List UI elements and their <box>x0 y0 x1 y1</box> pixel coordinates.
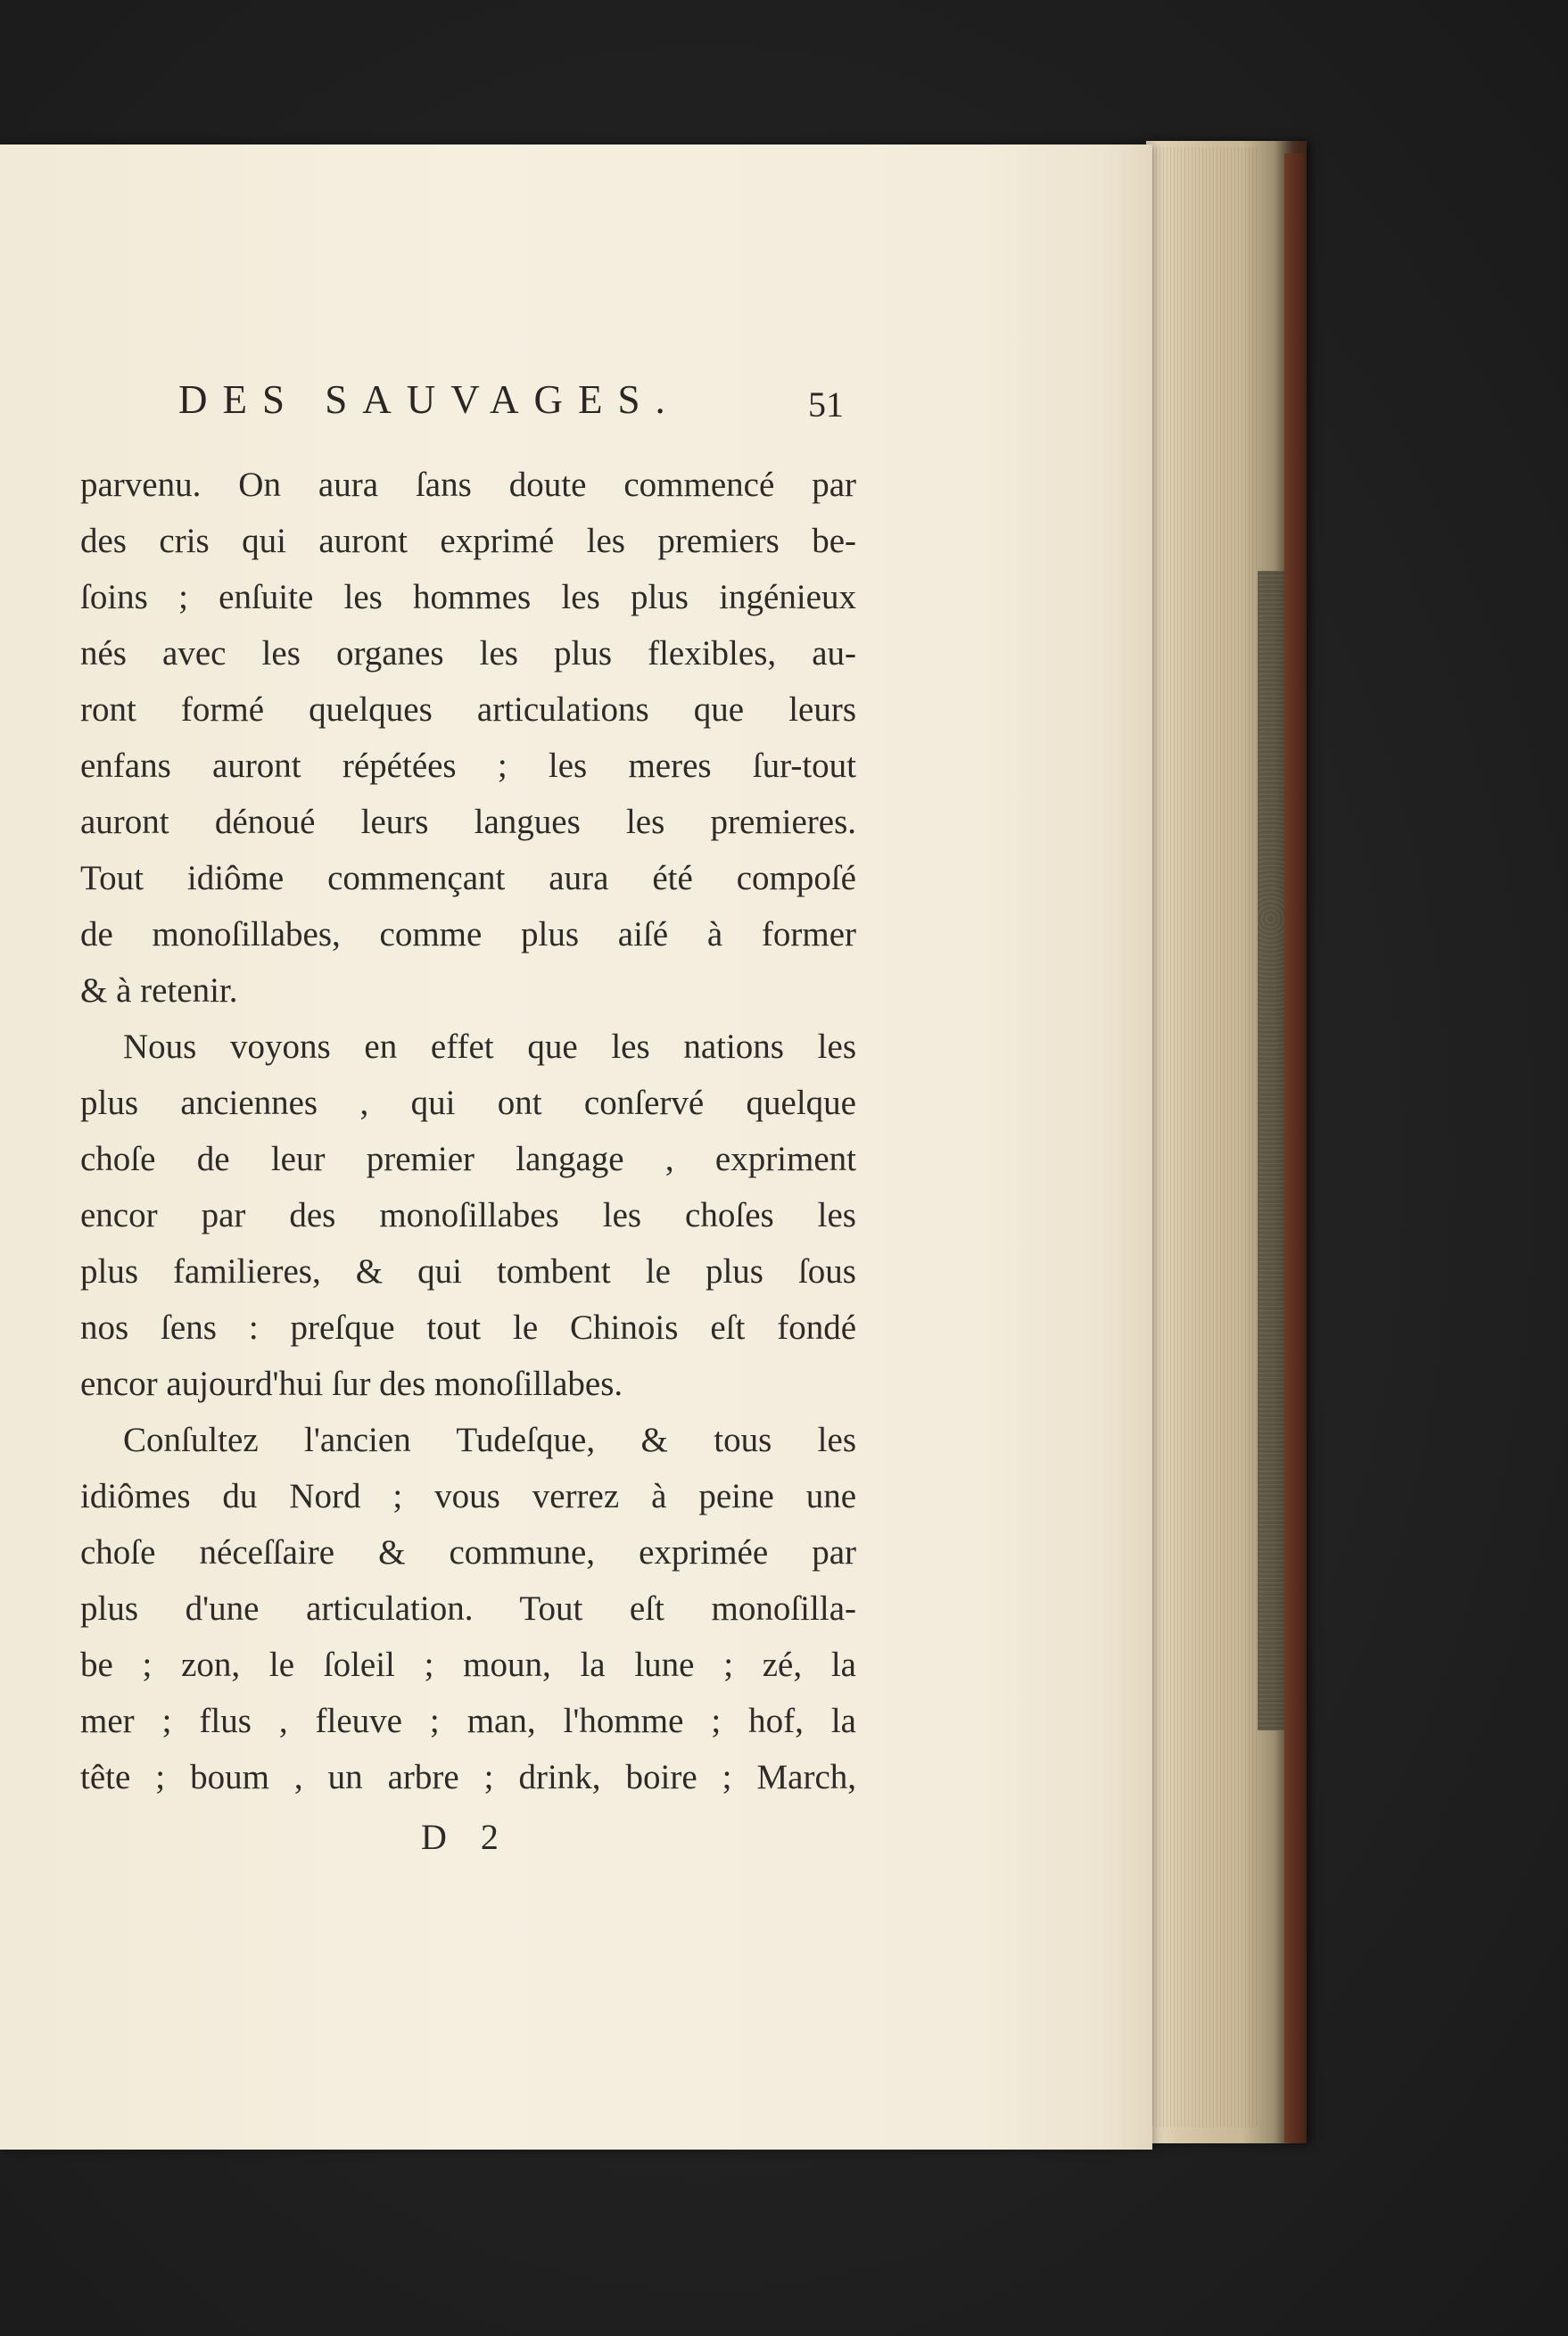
text-line: encor par des monoſillabes les choſes les <box>80 1196 856 1234</box>
body-text <box>80 457 856 1805</box>
text-line: auront dénoué leurs langues les premieres. <box>80 803 856 841</box>
text-line: choſe de leur premier langage , expriment <box>80 1140 856 1178</box>
text-line: de monoſillabes, comme plus aiſé à former <box>80 915 856 953</box>
text-line: Tout idiôme commençant aura été compoſé <box>80 859 856 897</box>
text-line: plus d'une articulation. Tout eſt monoſilla- <box>80 1589 856 1628</box>
text-line: Nous voyons en effet que les nations les <box>123 1028 856 1066</box>
catchword-signature: D 2 <box>421 1817 511 1857</box>
cover-board-edge <box>1284 153 1304 2142</box>
page-number: 51 <box>808 384 844 425</box>
page-edge-lines <box>1152 147 1259 2127</box>
text-line: encor aujourd'hui ſur des monoſillabes. <box>80 1365 623 1403</box>
text-line: parvenu. On aura ſans doute commencé par <box>80 466 856 504</box>
text-line: plus anciennes , qui ont conſervé quelque <box>80 1084 856 1122</box>
text-line: be ; zon, le ſoleil ; moun, la lune ; zé, la <box>80 1646 856 1684</box>
text-line: enfans auront répétées ; les meres ſur-tout <box>80 747 856 785</box>
text-line: mer ; flus , fleuve ; man, l'homme ; hof, la <box>80 1702 856 1740</box>
text-line: des cris qui auront exprimé les premiers be- <box>80 522 856 560</box>
running-head: DES SAUVAGES. <box>178 377 681 422</box>
text-line: idiômes du Nord ; vous verrez à peine une <box>80 1477 856 1515</box>
text-line: & à retenir. <box>80 971 238 1010</box>
text-line: Conſultez l'ancien Tudeſque, & tous les <box>123 1421 856 1459</box>
text-line: ſoins ; enſuite les hommes les plus ingénieux <box>80 578 856 616</box>
text-line: tête ; boum , un arbre ; drink, boire ; March, <box>80 1758 856 1796</box>
text-line: ront formé quelques articulations que leurs <box>80 690 856 729</box>
text-line: plus familieres, & qui tombent le plus ſous <box>80 1252 856 1291</box>
text-line: nés avec les organes les plus flexibles, au- <box>80 634 856 673</box>
text-line: nos ſens : preſque tout le Chinois eſt fondé <box>80 1308 856 1347</box>
text-line: choſe néceſſaire & commune, exprimée par <box>80 1533 856 1572</box>
